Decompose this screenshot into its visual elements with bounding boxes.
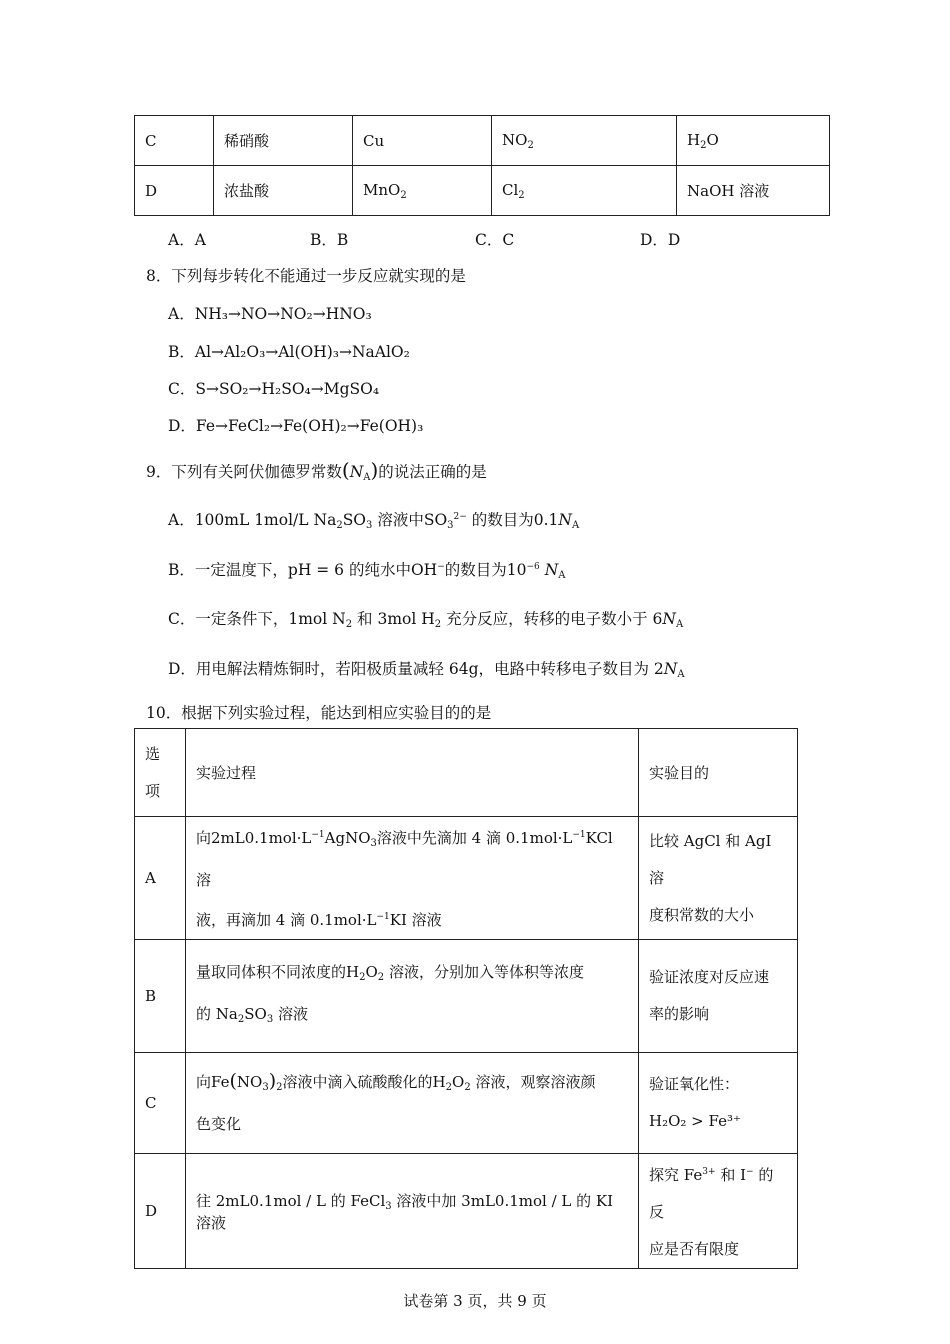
option-b: B．B: [310, 231, 349, 249]
question-8-stem: 8．下列每步转化不能通过一步反应就实现的是: [146, 267, 466, 285]
question-10-stem: 10．根据下列实验过程，能达到相应实验目的的是: [146, 704, 492, 722]
table-row: [135, 817, 798, 940]
page-footer: 试卷第 3 页，共 9 页: [403, 1292, 547, 1310]
gas-cell: $NO_2$: [492, 116, 677, 166]
table-header-row: [135, 729, 798, 817]
process-cell: 向$2mL0.1mol\cdot L^{-1}AgNO_3$溶液中先滴加 4 滴 $0.1mol\cdot L^{-1}KCl$ 溶 液，再滴加 4 滴 $0.1mol\cdot L^{-1}KI$ 溶液: [186, 817, 639, 940]
table-row: [135, 116, 830, 166]
reagent-cell: 浓盐酸: [214, 166, 353, 216]
solid-cell: Cu: [353, 116, 492, 166]
q9-option-b: B．一定温度下，pH = 6 的纯水中OH−的数目为$10^{-6}$ $N_A$: [168, 561, 566, 581]
process-cell: 向$Fe(NO_3)_2$溶液中滴入硫酸酸化的$H_2O_2$ 溶液，观察溶液颜 色变化: [186, 1053, 639, 1154]
absorb-cell: NaOH 溶液: [677, 166, 830, 216]
q8-option-a: A．NH₃→NO→NO₂→HNO₃: [168, 305, 372, 323]
row-label: C: [135, 116, 214, 166]
table-row: [135, 1154, 798, 1269]
q9-option-a: A．100mL 1mol/L $Na_2SO_3$ 溶液中$SO_3^{2-}$ 的数目为$0.1N_A$: [168, 511, 580, 531]
process-cell: 量取同体积不同浓度的$H_2O_2$ 溶液，分别加入等体积等浓度 的 $Na_2SO_3$ 溶液: [186, 940, 639, 1053]
header-goal: 实验目的: [639, 729, 798, 817]
q8-option-b: B．Al→Al₂O₃→Al(OH)₃→NaAlO₂: [168, 343, 410, 361]
row-label: A: [135, 817, 186, 940]
gas-cell: $Cl_2$: [492, 166, 677, 216]
solid-cell: MnO$_2$: [353, 166, 492, 216]
option-c: C．C: [475, 231, 515, 249]
reagent-cell: 稀硝酸: [214, 116, 353, 166]
row-label: B: [135, 940, 186, 1053]
q9-option-c: C．一定条件下，1mol $N_2$ 和 3mol $H_2$ 充分反应，转移的电子数小于 $6N_A$: [168, 610, 684, 630]
header-option: 选 项: [135, 729, 186, 817]
reagent-table: [134, 115, 830, 216]
table-row: [135, 166, 830, 216]
option-d: D．D: [640, 231, 681, 249]
absorb-cell: $H_2O$: [677, 116, 830, 166]
question-9-stem: 9．下列有关阿伏伽德罗常数$(N_A)$的说法正确的是: [146, 458, 487, 483]
goal-cell: 探究 $Fe^{3+}$ 和 I− 的反 应是否有限度: [639, 1154, 798, 1269]
option-a: A．A: [168, 231, 206, 249]
q8-option-d: D．Fe→FeCl₂→Fe(OH)₂→Fe(OH)₃: [168, 417, 424, 435]
goal-cell: 比较 AgCl 和 AgI 溶 度积常数的大小: [639, 817, 798, 940]
table-row: [135, 940, 798, 1053]
row-label: D: [135, 166, 214, 216]
q8-option-c: C．S→SO₂→H₂SO₄→MgSO₄: [168, 380, 380, 398]
experiment-table: [134, 728, 798, 1269]
row-label: D: [135, 1154, 186, 1269]
goal-cell: 验证浓度对反应速 率的影响: [639, 940, 798, 1053]
process-cell: 往 2mL0.1mol / L 的 FeCl$_3$ 溶液中加 3mL0.1mol / L 的 KI 溶液: [186, 1154, 639, 1269]
goal-cell: 验证氧化性： H₂O₂ > Fe³⁺: [639, 1053, 798, 1154]
row-label: C: [135, 1053, 186, 1154]
table-row: [135, 1053, 798, 1154]
q9-option-d: D．用电解法精炼铜时，若阳极质量减轻 64g，电路中转移电子数目为 $2N_A$: [168, 660, 685, 680]
header-process: 实验过程: [186, 729, 639, 817]
